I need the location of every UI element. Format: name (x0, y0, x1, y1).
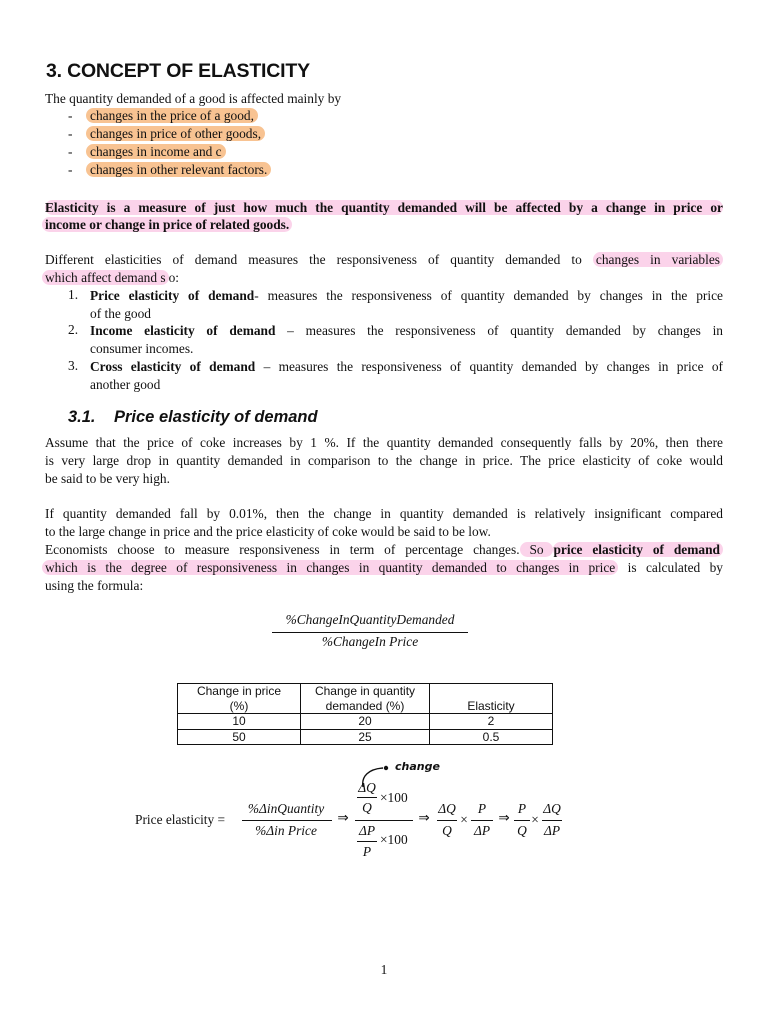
list-item-cont: of the good (90, 306, 151, 321)
list-item: changes in the price of a good, (86, 108, 258, 123)
p-symbol: P (477, 801, 487, 816)
different-elasticities-line (45, 251, 723, 269)
header-line: Change in quantity (314, 684, 416, 698)
term: Price elasticity of demand (90, 288, 255, 303)
delta-p: ΔP (543, 823, 561, 838)
list-item: changes in other relevant factors. (86, 162, 271, 177)
annotation-text: change (395, 760, 440, 773)
page-number: 1 (380, 962, 388, 977)
delta-q: ΔQ (438, 801, 456, 816)
section-heading (68, 408, 318, 427)
fraction-bar (272, 632, 468, 633)
q-symbol: Q (362, 800, 372, 815)
table-cell: 0.5 (430, 729, 553, 745)
highlighted-phrase: So (519, 542, 554, 557)
fraction-bar (357, 841, 377, 842)
delta-q: ΔQ (358, 780, 376, 795)
term: Income elasticity of demand (90, 323, 276, 338)
list-dash: - (68, 126, 73, 141)
list-number: 2. (68, 322, 79, 337)
list-item-cont: another good (90, 377, 161, 392)
p-symbol: P (362, 844, 372, 859)
formula-label: Price elasticity = (135, 812, 226, 827)
times-sign: × (460, 812, 468, 827)
list-number: 3. (68, 358, 79, 373)
paragraph-line: is very large drop in quantity demanded in comparison to the change in price. The price elasticity of coke would (45, 453, 723, 468)
list-item (90, 322, 723, 340)
table-cell: 25 (301, 729, 430, 745)
times-hundred: ×100 (380, 832, 408, 847)
different-elasticities-line (45, 269, 723, 287)
formula-denominator: %ChangeIn Price (321, 634, 419, 649)
highlighted-phrase: which is the degree of responsiveness in changes in quantity demanded to changes in price (42, 560, 618, 575)
fraction-bar (242, 820, 332, 821)
table-cell: 10 (178, 714, 301, 730)
text-span: Economists choose to measure responsiveness in term of percentage changes. (45, 542, 520, 557)
page-title: 3. CONCEPT OF ELASTICITY (46, 60, 310, 82)
text-span: o: (168, 270, 180, 285)
elasticity-definition (45, 199, 723, 217)
fraction-bar (357, 797, 377, 798)
text-span: - measures the responsiveness of quantity demanded by changes in the price (254, 288, 723, 303)
implies-arrow: ⇒ (337, 810, 349, 825)
text-span: – measures the responsiveness of quantity demanded by changes in price of (255, 359, 724, 374)
header-line: Change in price (196, 684, 282, 698)
delta-p: ΔP (358, 823, 376, 838)
section-number: 3.1. (68, 408, 96, 426)
implies-arrow: ⇒ (498, 810, 510, 825)
list-item-cont: consumer incomes. (90, 341, 194, 356)
fraction-bar (471, 820, 493, 821)
definition-line: income or change in price of related goods. (42, 217, 292, 232)
paragraph-line: be said to be very high. (45, 471, 170, 486)
table-header-row (178, 684, 553, 714)
table-cell: 2 (430, 714, 553, 730)
table-header (301, 684, 430, 714)
table-cell: 50 (178, 729, 301, 745)
formula-numerator: %ΔinQuantity (247, 801, 325, 816)
q-symbol: Q (442, 823, 452, 838)
list-item (90, 358, 723, 376)
highlighted-phrase: changes in variables (593, 252, 723, 267)
header-line: (%) (229, 698, 249, 713)
section-title: Price elasticity of demand (114, 408, 318, 426)
paragraph-line: using the formula: (45, 578, 144, 593)
delta-p: ΔP (473, 823, 491, 838)
fraction-bar (437, 820, 457, 821)
header-line: demanded (%) (325, 698, 405, 713)
definition-line-2-row (45, 216, 723, 234)
highlighted-term: price elasticity of demand (553, 542, 723, 557)
list-item: changes in income and c (86, 144, 226, 159)
table-row (178, 714, 553, 730)
times-sign: × (531, 812, 539, 827)
text-span: is calculated by (618, 560, 723, 575)
list-item (90, 287, 723, 305)
intro-text: The quantity demanded of a good is affected mainly by (45, 91, 342, 106)
paragraph-line: If quantity demanded fall by 0.01%, then the change in quantity demanded is relatively insignificant compared (45, 506, 723, 521)
times-hundred: ×100 (380, 790, 408, 805)
paragraph-line (45, 541, 723, 559)
formula-denominator: %Δin Price (255, 823, 317, 838)
list-dash: - (68, 162, 73, 177)
table-row (178, 729, 553, 745)
p-symbol: P (517, 801, 527, 816)
fraction-bar (514, 820, 530, 821)
table-header: Elasticity (430, 684, 553, 714)
paragraph-line (45, 559, 723, 577)
list-dash: - (68, 108, 73, 123)
table-header (178, 684, 301, 714)
main-fraction-bar (355, 820, 413, 821)
list-item: changes in price of other goods, (86, 126, 265, 141)
q-symbol: Q (517, 823, 527, 838)
text-span: Different elasticities of demand measures the responsiveness of quantity demanded to (45, 252, 582, 267)
text-span: – measures the responsiveness of quantity demanded by changes in (275, 323, 723, 338)
formula-numerator: %ChangeInQuantityDemanded (285, 612, 455, 627)
delta-q: ΔQ (543, 801, 561, 816)
paragraph-line: Assume that the price of coke increases by 1 %. If the quantity demanded consequently falls by 20%, then there (45, 435, 723, 450)
table-cell: 20 (301, 714, 430, 730)
definition-line: Elasticity is a measure of just how much the quantity demanded will be affected by a change in price or (45, 200, 723, 215)
highlighted-phrase: which affect demand s (42, 270, 169, 285)
fraction-bar (542, 820, 562, 821)
list-number: 1. (68, 287, 79, 302)
implies-arrow: ⇒ (418, 810, 430, 825)
paragraph-line: to the large change in price and the price elasticity of coke would be said to be low. (45, 524, 491, 539)
term: Cross elasticity of demand (90, 359, 256, 374)
list-dash: - (68, 144, 73, 159)
elasticity-table (177, 683, 553, 745)
